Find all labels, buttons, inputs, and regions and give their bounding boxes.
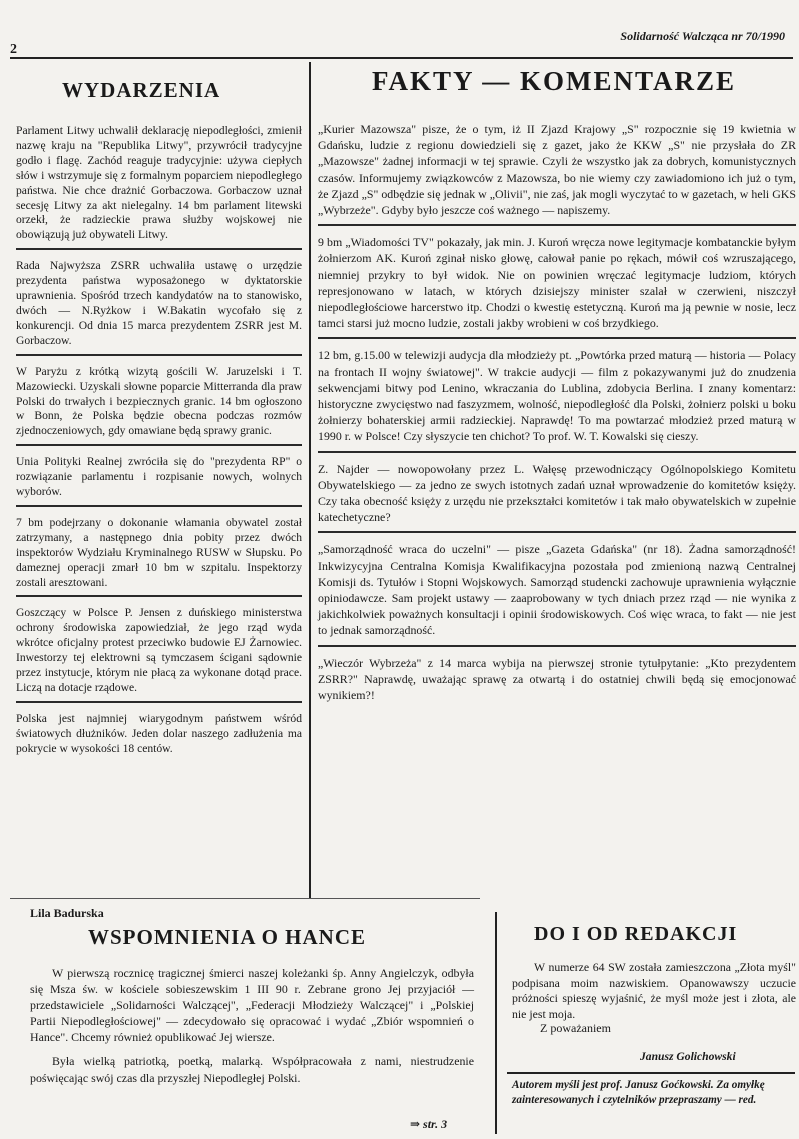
page-number: 2 xyxy=(10,42,17,57)
note-rule xyxy=(507,1072,795,1074)
events-heading: WYDARZENIA xyxy=(62,78,221,102)
letters-body xyxy=(512,960,796,1022)
event-item: Parlament Litwy uchwalił deklarację niepodległości, zmienił nazwę kraju na "Republika Litwy", przywrócił tradycyjne godło i flagę. Zachód reaguje tradycyjnie: używa ciepłych słów i wstrzymuje się z formalnym poparciem niepodległego państwa. Nie chce drażnić Gorbaczowa. Gorbaczow uznał secesję Litwy za akt nielegalny. 14 bm parlament litewski orzekł, że radzieckie prawa służby wojskowej nie obowiązują już obywateli Litwy. xyxy=(16,120,302,250)
memoir-body xyxy=(30,965,474,1094)
bottom-column-divider xyxy=(495,912,497,1134)
column-divider xyxy=(309,62,311,898)
fact-item: Z. Najder — nowopowołany przez L. Wałęsę przewodniczący Ogólnopolskiego Komitetu Obywatelskiego — za jedno ze swych istotnych zadań uznał wprowadzenie do komitetów księży. Czy taka obecność księży z urzędu nie przekształci komitetów i tak mało obywatelskich w zupełnie katechetyczne? xyxy=(318,458,796,534)
facts-column xyxy=(318,118,796,714)
editorial-note: Autorem myśli jest prof. Janusz Goćkowski. Za omyłkę zainteresowanych i czytelników przepraszamy — red. xyxy=(512,1079,765,1106)
memoir-paragraph: Była wielką patriotką, poetką, malarką. Współpracowała z nami, niestrudzenie poświęcając swój czas dla przyszłej Niepodległej Polski. xyxy=(30,1054,474,1085)
fact-item: „Kurier Mazowsza" pisze, że o tym, iż II Zjazd Krajowy „S" rozpocznie się 19 kwietnia w Gdańsku, ludzie z regionu dowiedzieli się z gazet, jako że KKW „S" nie przysłała do ZR „Mazowsze" żadnej informacji w tej sprawie. Czyli że wszystko jak za dobrych, komunistycznych czasów. Informujemy związkowców z Mazowsza, bo nie wiemy czy zawiadomiono ich już o tym, że Zjazd „S" odbędzie się jednak w „Olivii", nie zaś, jak mogli wyczytać to w gazetach, w heli GKS „Wybrzeże". Gdyby było jeszcze coś ważnego — napiszemy. xyxy=(318,118,796,226)
fact-item: 12 bm, g.15.00 w telewizji audycja dla młodzieży pt. „Powtórka przed maturą — historia — Polacy na frontach II wojny światowej". W trakcie audycji — film z pokazywanymi już do znudzenia sekwencjami bitwy pod Lenino, wkraczania do Lublina, zdobycia Berlina. I znany komentarz: historyczne zwycięstwo nad faszyzmem, wolność, niepodległość dla Polski, żołnierz polski u boku żołnierzy bohaterskiej armii radzieckiej. Naprawdę! To ma powtarzać młodzież przed maturą w 1990 r. w Polsce! Czy słyszycie ten chichot? To prof. W. T. Kowalski się cieszy. xyxy=(318,344,796,452)
event-item: Goszczący w Polsce P. Jensen z duńskiego ministerstwa ochrony środowiska zapowiedział, że jego rząd wyda wkrótce oficjalny protest przeciwko budowie EJ Żarnowiec. Inwestorzy tej elektrowni są tymczasem ścigani sądownie przez instytucje, którym nie płacą za wykonane dotąd prace. Liczą na dotacje rządowe. xyxy=(16,602,302,702)
section-rule xyxy=(10,898,480,899)
events-column xyxy=(16,120,302,767)
event-item: Polska jest najmniej wiarygodnym państwem wśród światowych dłużników. Jeden dolar naszego zadłużenia ma pokrycie w wysokości 18 centów. xyxy=(16,711,302,755)
event-item: Unia Polityki Realnej zwróciła się do "prezydenta RP" o rozwiązanie parlamentu i rozpisanie nowych, wolnych wyborów. xyxy=(16,451,302,507)
fact-item: „Samorządność wraca do uczelni" — pisze „Gazeta Gdańska" (nr 18). Żadna samorządność! Inkwizycyjna Centralna Komisja Kwalifikacyjna pozostała pod zmienioną nazwą Centralnej Komisji ds. Tytułów i Stopni Wojskowych. Samorząd studencki zachowuje uprawnienia wyłącznie opiniodawcze. Sam projekt ustawy — zaaprobowany w tych dniach przez rząd — nie wynika z jakichkolwiek poważnych konsultacji i opinii środowiskowych. Coś więc wraca, to fakt — nie jest to jednak samorządność. xyxy=(318,538,796,646)
fact-item: 9 bm „Wiadomości TV" pokazały, jak min. J. Kuroń wręcza nowe legitymacje kombatanckie byłym żołnierzom AK. Kuroń zginał nisko głowę, całował panie po rękach, mówił coś wzruszającego, niemniej przykry to był widok. Nie on powinien wręczać legitymacje ludziom, których represjonowano w latach, w których dzisiejszy minister szalał w czerwieni, niszczył niepodległościowe harcerstwo itp. Chodzi o kwestię estetyczną. Kuroń ma ją pewnie w nosie, lecz tamci starsi już mocno ludzie, zostali jakby wrobieni w coś brzydkiego. xyxy=(318,231,796,339)
facts-heading: FAKTY — KOMENTARZE xyxy=(372,66,737,96)
letters-heading: DO I OD REDAKCJI xyxy=(534,923,738,945)
event-item: 7 bm podejrzany o dokonanie włamania obywatel został zatrzymany, a następnego dnia pobity przez dwóch inspektorów Wydziału Kryminalnego RUSW w Słupsku. Po dameznej operacji zmarł 10 bm w szpitalu. Inspektorzy zostali aresztowani. xyxy=(16,512,302,598)
letter-paragraph: W numerze 64 SW została zamieszczona „Złota myśl" podpisana moim nazwiskiem. Opanowawszy uczucie próżności spieszę wyjaśnić, że myśl może jest i złota, ale nie jest moja. xyxy=(512,960,796,1021)
event-item: Rada Najwyższa ZSRR uchwaliła ustawę o urzędzie prezydenta państwa wyposażonego w dyktatorskie uprawnienia. Spośród trzech kandydatów na to stanowisko, dwóch — N.Ryżkow i W.Bakatin wycofało się z konkurencji. Od dnia 15 marca prezydentem ZSRR jest M. Gorbaczow. xyxy=(16,255,302,355)
fact-item: „Wieczór Wybrzeża" z 14 marca wybija na pierwszej stronie tytułpytanie: „Kto prezydentem ZSRR?" Naprawdę, uważając sprawę za otwartą i do ostatniej chwili będą się emocjonować wynikiem?! xyxy=(318,655,796,703)
header-rule xyxy=(10,57,793,59)
event-item: W Paryżu z krótką wizytą gościli W. Jaruzelski i T. Mazowiecki. Uzyskali słowne poparcie Mitterranda dla praw Polski do trwałych i bezpiecznych granic. 14 bm ogłoszono w Bonn, że Polska będzie obecna podczas rozmów zjednoczeniowych, gdy omawiane będą sprawy granic. xyxy=(16,361,302,447)
memoir-heading: WSPOMNIENIA O HANCE xyxy=(88,925,367,949)
letter-greeting: Z poważaniem xyxy=(540,1021,611,1035)
memoir-paragraph: W pierwszą rocznicę tragicznej śmierci naszej koleżanki śp. Anny Angielczyk, odbyła się Msza św. w kościele sobieszewskim 1 III 90 r. Zebrane grono Jej przyjaciół — przedstawiciele „Solidarności Walczącej", „Federacji Młodzieży Walczącej" i „Polskiej Partii Niepodległościowej" — zdecydowało się opracować i wydać „Zbiór wspomnień o Hance". Chcemy również opublikować Jej wiersze. xyxy=(30,966,474,1045)
letter-signature: Janusz Golichowski xyxy=(640,1050,736,1063)
continued-reference: ⇒ str. 3 xyxy=(410,1117,448,1131)
memoir-author: Lila Badurska xyxy=(30,906,104,920)
masthead: Solidarność Walcząca nr 70/1990 xyxy=(620,29,785,43)
